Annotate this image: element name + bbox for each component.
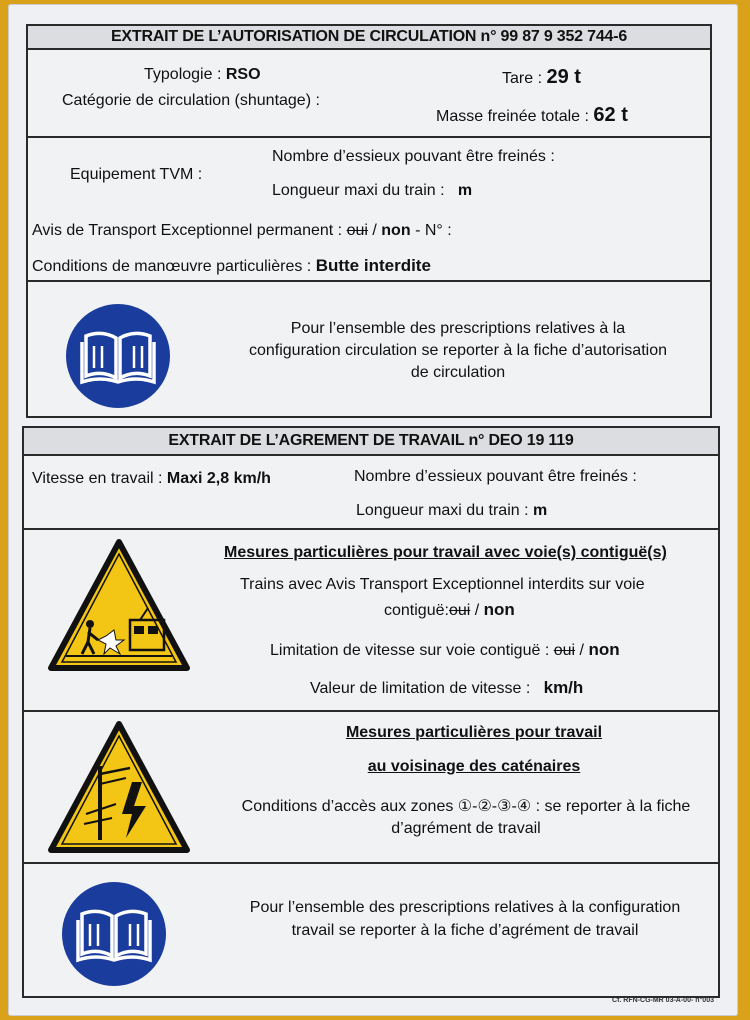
work-speed-field: Vitesse en travail : Maxi 2,8 km/h [32, 470, 271, 487]
braked-mass-field: Masse freinée totale : 62 t [436, 104, 628, 126]
axles-label: Nombre d’essieux pouvant être freinés : [354, 468, 637, 485]
train-worker-warning-icon [46, 536, 192, 674]
catenary-title-1: Mesures particulières pour travail [345, 724, 603, 741]
speed-limitation-field: Limitation de vitesse sur voie contiguë : oui / non [270, 640, 620, 659]
maneuver-conditions-field: Conditions de manœuvre particulières : Butte interdite [32, 256, 431, 275]
work-note: Pour l’ensemble des prescriptions relatives à la configuration travail se reporter à la fiche d’agrément de travail [249, 899, 681, 939]
work-approval-section [22, 426, 720, 998]
tare-field: Tare : 29 t [502, 66, 581, 88]
section-title: EXTRAIT DE L’AUTORISATION DE CIRCULATION n° 99 87 9 352 744-6 [28, 26, 710, 50]
typology-label: Typologie : RSO [144, 66, 261, 83]
exceptional-trains-text: Trains avec Avis Transport Exceptionnel interdits sur voie [240, 576, 645, 593]
reference-footer: Cf. RFN-CG-MR 03-A-00- n°003 [612, 997, 714, 1004]
exceptional-transport-field: Avis de Transport Exceptionnel permanent : oui / non - N° : [32, 222, 452, 239]
equipment-row [28, 138, 710, 282]
adjacent-field: contiguë:oui / non [384, 600, 515, 619]
max-length-label: Longueur maxi du train : m [272, 182, 473, 199]
circulation-authorization-section [26, 24, 712, 418]
adjacent-track-row [24, 530, 718, 712]
max-length-label: Longueur maxi du train : m [356, 502, 548, 519]
electric-catenary-warning-icon [46, 718, 192, 856]
section-title: EXTRAIT DE L’AGREMENT DE TRAVAIL n° DEO 19 119 [24, 428, 718, 456]
speed-limit-value-field: Valeur de limitation de vitesse : km/h [310, 678, 584, 697]
catenary-row [24, 712, 718, 864]
category-label: Catégorie de circulation (shuntage) : [62, 92, 320, 109]
circulation-note: Pour l’ensemble des prescriptions relatives à la configuration circulation se reporter à la fiche d’autorisation de circulation [248, 320, 667, 381]
info-plate [8, 4, 738, 1016]
catenary-title-2: au voisinage des caténaires [367, 758, 581, 775]
tvm-equipment-label: Equipement TVM : [70, 166, 203, 183]
typology-row [28, 50, 710, 138]
axles-label: Nombre d’essieux pouvant être freinés : [272, 148, 555, 165]
manual-book-icon [64, 302, 172, 410]
manual-book-icon [60, 880, 168, 988]
zone-access-text: Conditions d’accès aux zones ①-②-③-④ : se reporter à la fiche d’agrément de travail [241, 798, 691, 837]
adjacent-track-title: Mesures particulières pour travail avec voie(s) contiguë(s) [224, 544, 667, 561]
speed-row [24, 456, 718, 530]
